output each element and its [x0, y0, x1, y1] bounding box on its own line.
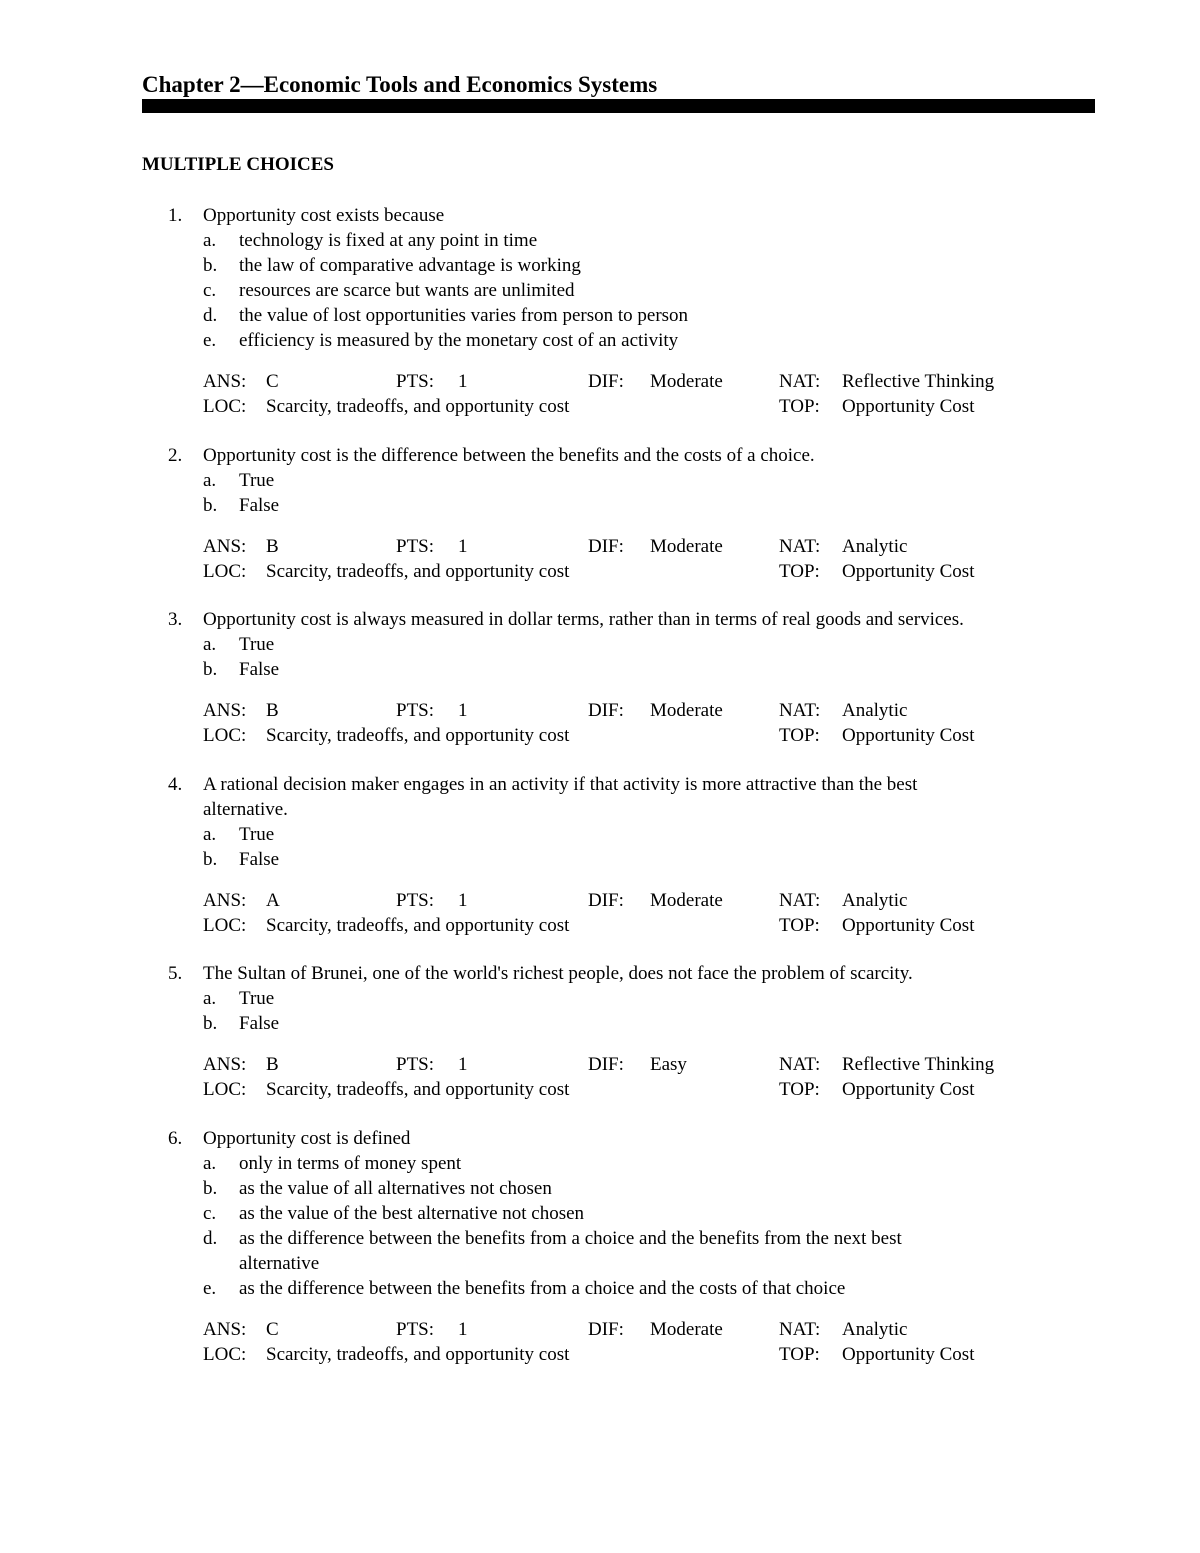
- answer-option: [0, 278, 1200, 303]
- answer-option: [0, 228, 1200, 253]
- dif-label: DIF:: [588, 536, 624, 557]
- option-letter: d.: [203, 1228, 218, 1249]
- option-letter: a.: [203, 1153, 217, 1174]
- loc-value: Scarcity, tradeoffs, and opportunity cost: [266, 1344, 570, 1365]
- dif-label: DIF:: [588, 371, 624, 392]
- spacer: [0, 872, 1200, 888]
- question-number: 5.: [168, 963, 183, 984]
- question-stem-line: [0, 1126, 1200, 1151]
- top-label: TOP:: [779, 396, 820, 417]
- answer-meta-row: [0, 534, 1200, 559]
- nat-value: Reflective Thinking: [842, 1054, 995, 1075]
- answer-option: [0, 1276, 1200, 1301]
- top-value: Opportunity Cost: [842, 396, 975, 417]
- question-text: alternative.: [203, 799, 288, 820]
- answer-meta-row: [0, 698, 1200, 723]
- option-text: the value of lost opportunities varies from person to person: [239, 305, 689, 326]
- option-letter: a.: [203, 470, 217, 491]
- answer-option: [0, 1201, 1200, 1226]
- loc-value: Scarcity, tradeoffs, and opportunity cost: [266, 1079, 570, 1100]
- option-letter: e.: [203, 330, 217, 351]
- question-text: Opportunity cost exists because: [203, 205, 445, 226]
- pts-label: PTS:: [396, 700, 435, 721]
- option-text: True: [239, 470, 275, 491]
- section-heading: MULTIPLE CHOICES: [142, 154, 334, 175]
- pts-value: 1: [458, 371, 468, 392]
- topic-meta-row: [0, 723, 1200, 748]
- dif-label: DIF:: [588, 1319, 624, 1340]
- answer-option: [0, 468, 1200, 493]
- option-text: False: [239, 659, 280, 680]
- nat-label: NAT:: [779, 536, 821, 557]
- answer-option: [0, 493, 1200, 518]
- option-text: the law of comparative advantage is working: [239, 255, 581, 276]
- ans-label: ANS:: [203, 536, 247, 557]
- spacer: [0, 682, 1200, 698]
- top-label: TOP:: [779, 561, 820, 582]
- option-letter: a.: [203, 988, 217, 1009]
- question-number: 3.: [168, 609, 183, 630]
- nat-value: Analytic: [842, 1319, 908, 1340]
- answer-option: [0, 1176, 1200, 1201]
- option-text: technology is fixed at any point in time: [239, 230, 538, 251]
- question-number: 6.: [168, 1128, 183, 1149]
- option-letter: a.: [203, 634, 217, 655]
- loc-label: LOC:: [203, 915, 247, 936]
- pts-value: 1: [458, 536, 468, 557]
- dif-label: DIF:: [588, 700, 624, 721]
- nat-value: Reflective Thinking: [842, 371, 995, 392]
- answer-option: [0, 657, 1200, 682]
- chapter-title: Chapter 2—Economic Tools and Economics Systems: [142, 72, 658, 97]
- option-letter: b.: [203, 1178, 218, 1199]
- dif-value: Easy: [650, 1054, 687, 1075]
- answer-option: [0, 986, 1200, 1011]
- answer-option: [0, 822, 1200, 847]
- dif-label: DIF:: [588, 890, 624, 911]
- dif-value: Moderate: [650, 1319, 723, 1340]
- option-text: False: [239, 849, 280, 870]
- answer-option: [0, 1151, 1200, 1176]
- option-text: as the value of all alternatives not chosen: [239, 1178, 552, 1199]
- option-letter: b.: [203, 1013, 218, 1034]
- dif-value: Moderate: [650, 536, 723, 557]
- ans-value: B: [266, 700, 279, 721]
- nat-label: NAT:: [779, 890, 821, 911]
- title-rule: [142, 99, 1095, 113]
- question-stem-line: [0, 203, 1200, 228]
- dif-value: Moderate: [650, 700, 723, 721]
- answer-meta-row: [0, 1317, 1200, 1342]
- loc-label: LOC:: [203, 561, 247, 582]
- ans-label: ANS:: [203, 371, 247, 392]
- option-text: as the difference between the benefits from a choice and the benefits from the next best: [239, 1228, 902, 1249]
- ans-value: B: [266, 536, 279, 557]
- option-letter: b.: [203, 849, 218, 870]
- option-letter: e.: [203, 1278, 217, 1299]
- pts-value: 1: [458, 700, 468, 721]
- question-number: 2.: [168, 445, 183, 466]
- nat-value: Analytic: [842, 700, 908, 721]
- nat-label: NAT:: [779, 371, 821, 392]
- answer-option: [0, 632, 1200, 657]
- dif-label: DIF:: [588, 1054, 624, 1075]
- question-text: Opportunity cost is the difference between the benefits and the costs of a choice.: [203, 445, 815, 466]
- pts-label: PTS:: [396, 1319, 435, 1340]
- question-item: [0, 443, 1200, 584]
- pts-label: PTS:: [396, 371, 435, 392]
- question-stem-line: [0, 797, 1200, 822]
- loc-label: LOC:: [203, 725, 247, 746]
- loc-value: Scarcity, tradeoffs, and opportunity cost: [266, 561, 570, 582]
- ans-value: C: [266, 371, 279, 392]
- question-stem-line: [0, 772, 1200, 797]
- option-text: as the difference between the benefits from a choice and the costs of that choice: [239, 1278, 846, 1299]
- question-item: [0, 961, 1200, 1102]
- answer-option: [0, 303, 1200, 328]
- spacer: [0, 353, 1200, 369]
- question-text: The Sultan of Brunei, one of the world's richest people, does not face the problem of scarcity.: [203, 963, 913, 984]
- option-letter: b.: [203, 255, 218, 276]
- top-label: TOP:: [779, 915, 820, 936]
- spacer: [0, 1301, 1200, 1317]
- dif-value: Moderate: [650, 371, 723, 392]
- loc-value: Scarcity, tradeoffs, and opportunity cost: [266, 396, 570, 417]
- pts-label: PTS:: [396, 536, 435, 557]
- option-text: True: [239, 634, 275, 655]
- nat-label: NAT:: [779, 1319, 821, 1340]
- ans-value: A: [266, 890, 280, 911]
- answer-option: [0, 1226, 1200, 1251]
- answer-meta-row: [0, 1052, 1200, 1077]
- option-text: only in terms of money spent: [239, 1153, 462, 1174]
- question-number: 1.: [168, 205, 183, 226]
- question-item: [0, 607, 1200, 748]
- option-text: alternative: [239, 1253, 320, 1274]
- nat-label: NAT:: [779, 700, 821, 721]
- loc-value: Scarcity, tradeoffs, and opportunity cost: [266, 915, 570, 936]
- question-item: [0, 772, 1200, 938]
- answer-meta-row: [0, 369, 1200, 394]
- spacer: [0, 518, 1200, 534]
- loc-label: LOC:: [203, 396, 247, 417]
- ans-label: ANS:: [203, 890, 247, 911]
- answer-option: [0, 328, 1200, 353]
- nat-label: NAT:: [779, 1054, 821, 1075]
- spacer: [0, 1036, 1200, 1052]
- question-stem-line: [0, 607, 1200, 632]
- answer-option: [0, 847, 1200, 872]
- loc-value: Scarcity, tradeoffs, and opportunity cost: [266, 725, 570, 746]
- pts-label: PTS:: [396, 890, 435, 911]
- question-stem-line: [0, 961, 1200, 986]
- option-text: True: [239, 824, 275, 845]
- option-letter: b.: [203, 495, 218, 516]
- option-text: efficiency is measured by the monetary cost of an activity: [239, 330, 679, 351]
- pts-label: PTS:: [396, 1054, 435, 1075]
- nat-value: Analytic: [842, 890, 908, 911]
- question-stem-line: [0, 443, 1200, 468]
- top-value: Opportunity Cost: [842, 1344, 975, 1365]
- answer-meta-row: [0, 888, 1200, 913]
- option-text: as the value of the best alternative not chosen: [239, 1203, 585, 1224]
- topic-meta-row: [0, 913, 1200, 938]
- question-text: Opportunity cost is defined: [203, 1128, 411, 1149]
- pts-value: 1: [458, 1054, 468, 1075]
- top-label: TOP:: [779, 1079, 820, 1100]
- loc-label: LOC:: [203, 1344, 247, 1365]
- topic-meta-row: [0, 1077, 1200, 1102]
- nat-value: Analytic: [842, 536, 908, 557]
- topic-meta-row: [0, 394, 1200, 419]
- option-letter: b.: [203, 659, 218, 680]
- question-text: Opportunity cost is always measured in dollar terms, rather than in terms of real goods and services.: [203, 609, 964, 630]
- ans-value: C: [266, 1319, 279, 1340]
- top-value: Opportunity Cost: [842, 725, 975, 746]
- answer-option: [0, 1251, 1200, 1276]
- question-item: [0, 203, 1200, 419]
- top-value: Opportunity Cost: [842, 915, 975, 936]
- dif-value: Moderate: [650, 890, 723, 911]
- ans-label: ANS:: [203, 1319, 247, 1340]
- option-letter: a.: [203, 230, 217, 251]
- pts-value: 1: [458, 890, 468, 911]
- top-label: TOP:: [779, 1344, 820, 1365]
- topic-meta-row: [0, 1342, 1200, 1367]
- question-item: [0, 1126, 1200, 1367]
- answer-option: [0, 253, 1200, 278]
- option-letter: d.: [203, 305, 218, 326]
- ans-label: ANS:: [203, 700, 247, 721]
- option-letter: a.: [203, 824, 217, 845]
- option-text: False: [239, 495, 280, 516]
- pts-value: 1: [458, 1319, 468, 1340]
- question-number: 4.: [168, 774, 183, 795]
- loc-label: LOC:: [203, 1079, 247, 1100]
- top-label: TOP:: [779, 725, 820, 746]
- answer-option: [0, 1011, 1200, 1036]
- question-text: A rational decision maker engages in an activity if that activity is more attractive than the best: [203, 774, 918, 795]
- ans-label: ANS:: [203, 1054, 247, 1075]
- top-value: Opportunity Cost: [842, 1079, 975, 1100]
- top-value: Opportunity Cost: [842, 561, 975, 582]
- option-text: False: [239, 1013, 280, 1034]
- option-text: True: [239, 988, 275, 1009]
- option-text: resources are scarce but wants are unlimited: [239, 280, 575, 301]
- topic-meta-row: [0, 559, 1200, 584]
- ans-value: B: [266, 1054, 279, 1075]
- option-letter: c.: [203, 1203, 217, 1224]
- option-letter: c.: [203, 280, 217, 301]
